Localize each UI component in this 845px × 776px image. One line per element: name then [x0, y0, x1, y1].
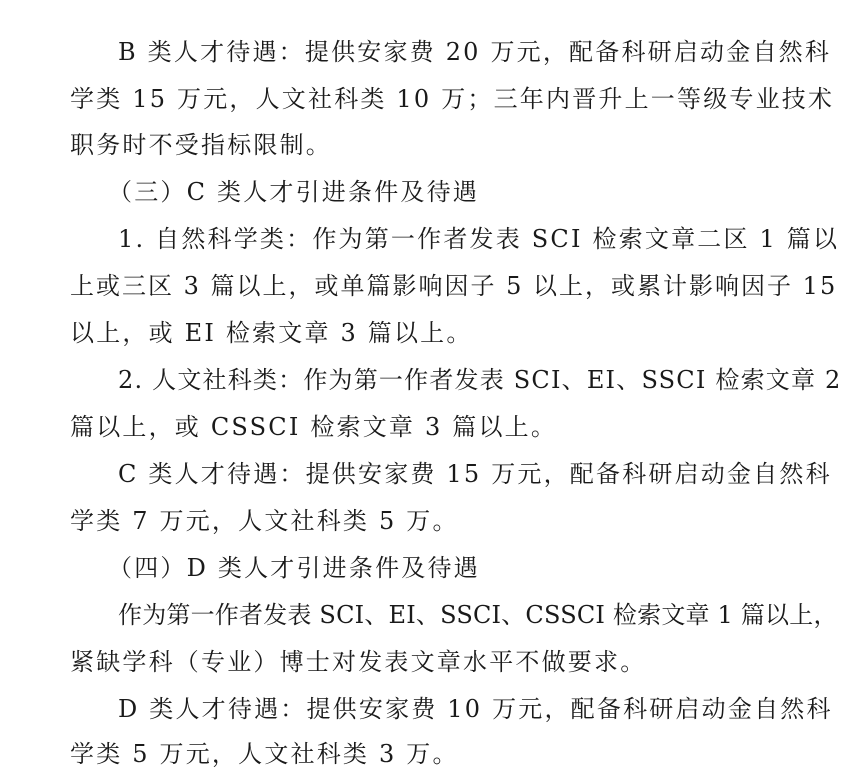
c-natural-science-line-3: 以上，或 EI 检索文章 3 篇以上。 — [70, 319, 473, 347]
d-conditions-line-1: 作为第一作者发表 SCI、EI、SSCI、CSSCI 检索文章 1 篇以上， — [118, 601, 838, 629]
c-talent-benefits-line-1: C 类人才待遇：提供安家费 15 万元，配备科研启动金自然科 — [118, 460, 832, 488]
c-natural-science-line-2: 上或三区 3 篇以上，或单篇影响因子 5 以上，或累计影响因子 15 — [70, 272, 838, 300]
c-humanities-line-2: 篇以上，或 CSSCI 检索文章 3 篇以上。 — [70, 413, 558, 441]
b-talent-benefits-line-1: B 类人才待遇：提供安家费 20 万元，配备科研启动金自然科 — [118, 38, 832, 66]
section-c-heading: （三）C 类人才引进条件及待遇 — [108, 178, 479, 206]
b-talent-benefits-line-3: 职务时不受指标限制。 — [70, 131, 332, 159]
c-natural-science-line-1: 1. 自然科学类：作为第一作者发表 SCI 检索文章二区 1 篇以 — [118, 225, 840, 253]
section-d-heading: （四）D 类人才引进条件及待遇 — [108, 554, 480, 582]
c-humanities-line-1: 2. 人文社科类：作为第一作者发表 SCI、EI、SSCI 检索文章 2 — [118, 366, 842, 394]
c-talent-benefits-line-2: 学类 7 万元，人文社科类 5 万。 — [70, 507, 459, 535]
b-talent-benefits-line-2: 学类 15 万元，人文社科类 10 万；三年内晋升上一等级专业技术 — [70, 85, 835, 113]
d-talent-benefits-line-2: 学类 5 万元，人文社科类 3 万。 — [70, 740, 459, 768]
d-conditions-line-2: 紧缺学科（专业）博士对发表文章水平不做要求。 — [70, 648, 647, 676]
d-talent-benefits-line-1: D 类人才待遇：提供安家费 10 万元，配备科研启动金自然科 — [118, 695, 833, 723]
